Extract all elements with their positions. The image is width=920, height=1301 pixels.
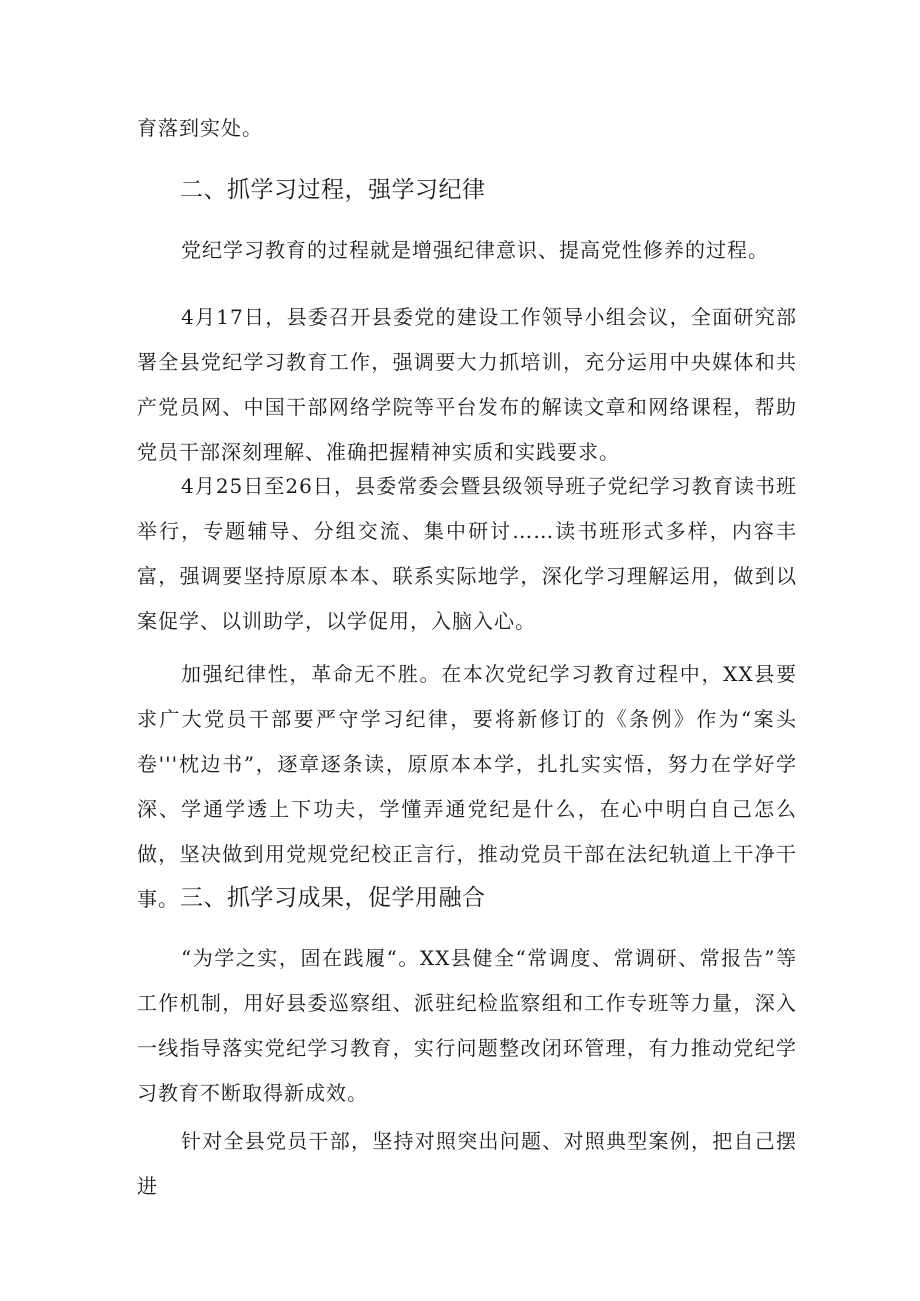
section-heading-3: 三、抓学习成果，促学用融合 (180, 885, 486, 911)
paragraph-april25: 4月25日至26日，县委常委会暨县级领导班子党纪学习教育读书班举行，专题辅导、分组交流、集中研讨……读书班形式多样，内容丰富，强调要坚持原原本本、联系实际地学，深化学习理解运用，做到以案促学、以训助学，以学促用，入脑入心。 (137, 474, 797, 633)
paragraph-continuation: 育落到实处。 (137, 116, 263, 140)
paragraph-discipline: 加强纪律性，革命无不胜。在本次党纪学习教育过程中，XX县要求广大党员干部要严守学习纪律，要将新修订的《条例》作为“案头卷'''枕边书”，逐章逐条读，原原本本学，扎扎实实悟，努力在学好学深、学通学透上下功夫，学懂弄通党纪是什么，在心中明白自己怎么做，坚决做到用党规党纪校正言行，推动党员干部在法纪轨道上干净干事。 (137, 662, 797, 911)
paragraph-practice: “为学之实，固在践履“。XX县健全“常调度、常调研、常报告”等工作机制，用好县委巡察组、派驻纪检监察组和工作专班等力量，深入一线指导落实党纪学习教育，实行问题整改闭环管理，有力推动党纪学习教育不断取得新成效。 (137, 946, 797, 1105)
paragraph-cadres: 针对全县党员干部，坚持对照突出问题、对照典型案例，把自己摆进 (137, 1129, 797, 1198)
paragraph-intro: 党纪学习教育的过程就是增强纪律意识、提高党性修养的过程。 (181, 238, 769, 262)
paragraph-april17: 4月17日，县委召开县委党的建设工作领导小组会议，全面研究部署全县党纪学习教育工作，强调要大力抓培训，充分运用中央媒体和共产党员网、中国干部网络学院等平台发布的解读文章和网络课程，帮助党员干部深刻理解、准确把握精神实质和实践要求。 (137, 305, 797, 464)
section-heading-2: 二、抓学习过程，强学习纪律 (180, 177, 486, 203)
